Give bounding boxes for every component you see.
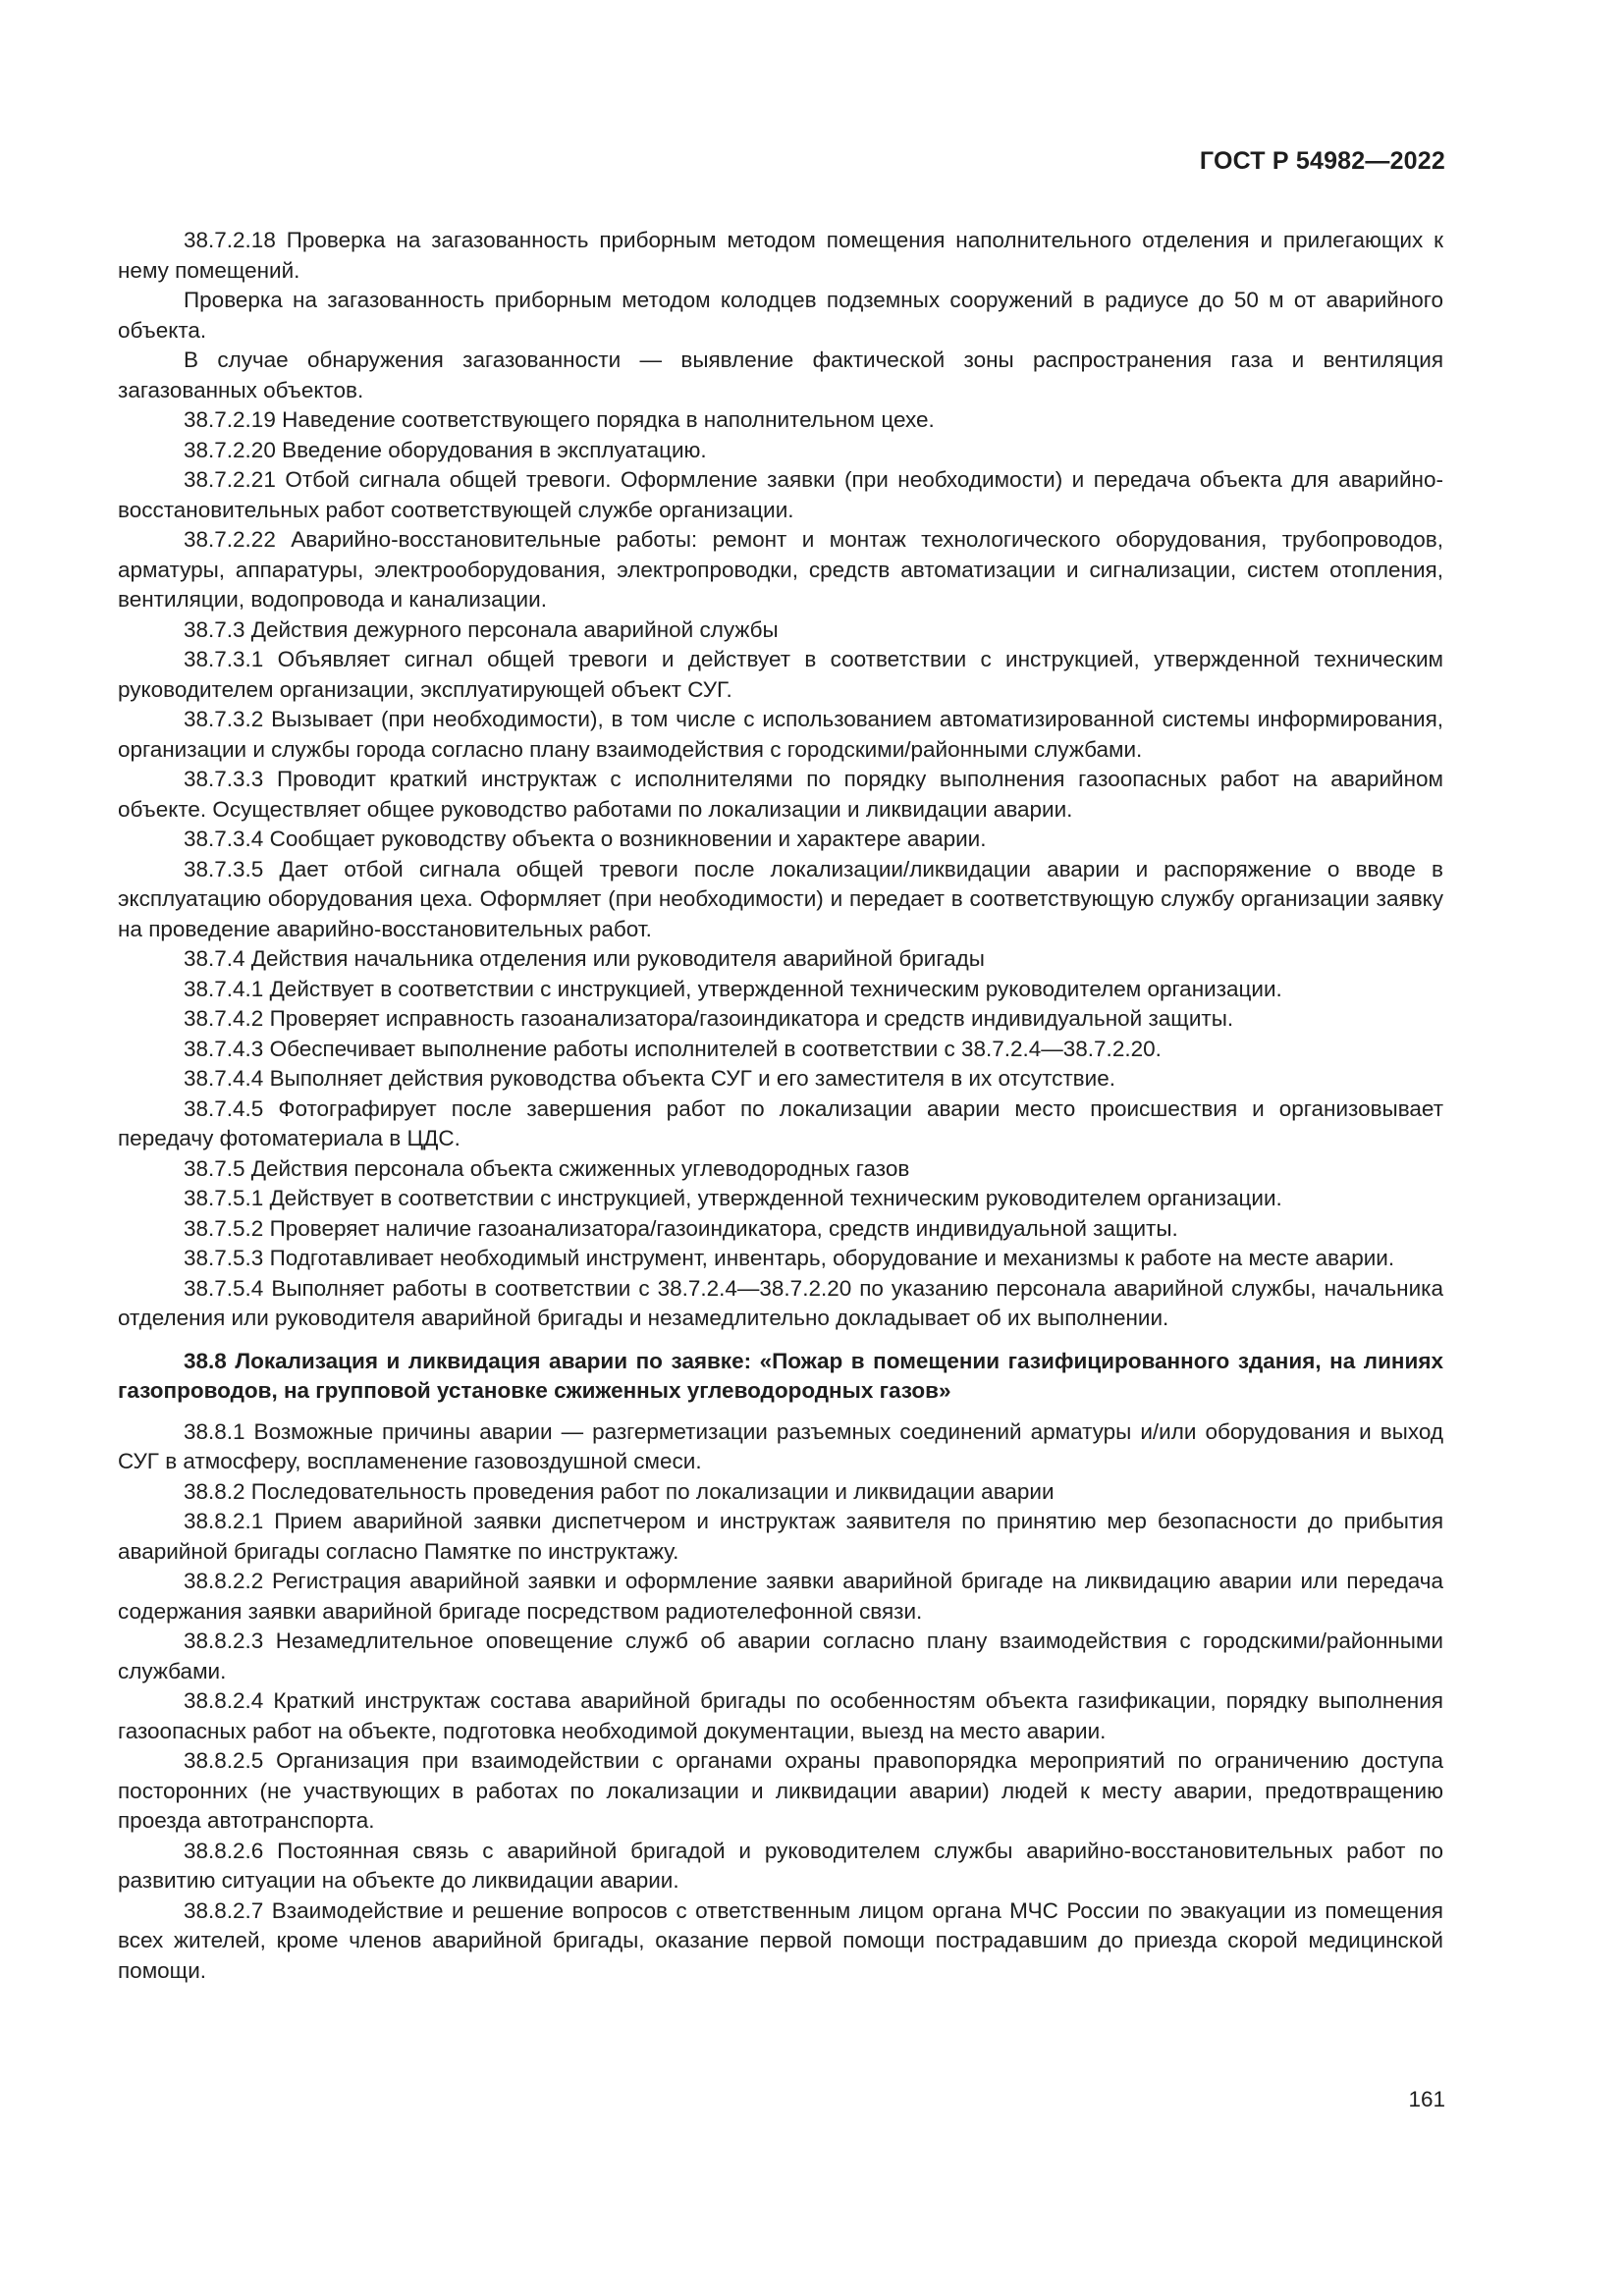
- paragraph: 38.7.4.5 Фотографирует после завершения работ по локализации аварии место происшествия и организовывает передачу фотоматериала в ЦДС.: [118, 1095, 1443, 1150]
- paragraph: В случае обнаружения загазованности — выявление фактической зоны распространения газа и вентиляция загазованных объектов.: [118, 347, 1443, 402]
- paragraph: 38.8.2.1 Прием аварийной заявки диспетчером и инструктаж заявителя по принятию мер безопасности до прибытия аварийной бригады согласно Памятке по инструктажу.: [118, 1509, 1443, 1564]
- paragraph: 38.7.4.3 Обеспечивает выполнение работы исполнителей в соответствии с 38.7.2.4—38.7.2.20.: [184, 1036, 1162, 1061]
- paragraph: 38.7.2.21 Отбой сигнала общей тревоги. Оформление заявки (при необходимости) и передача объекта для аварийно-восстановительных работ соответствующей службе организации.: [118, 467, 1443, 522]
- paragraph: 38.7.3.2 Вызывает (при необходимости), в том числе с использованием автоматизированной системы информирования, организации и службы города согласно плану взаимодействия с городскими/районными службами.: [118, 707, 1443, 762]
- paragraph: 38.7.2.22 Аварийно-восстановительные работы: ремонт и монтаж технологического оборудования, трубопроводов, арматуры, аппаратуры, электрооборудования, электропроводки, средств автоматизации и сигнализации, систем отопления, вентиляции, водопровода и канализации.: [118, 527, 1443, 612]
- paragraph: 38.8.2.3 Незамедлительное оповещение служб об аварии согласно плану взаимодействия с городскими/районными службами.: [118, 1629, 1443, 1683]
- paragraph: 38.8.2.2 Регистрация аварийной заявки и оформление заявки аварийной бригаде на ликвидацию аварии или передача содержания заявки аварийной бригаде посредством радиотелефонной связи.: [118, 1569, 1443, 1624]
- paragraph: 38.8.2.6 Постоянная связь с аварийной бригадой и руководителем службы аварийно-восстановительных работ по развитию ситуации на объекте до ликвидации аварии.: [118, 1838, 1443, 1893]
- paragraph: 38.7.3.4 Сообщает руководству объекта о возникновении и характере аварии.: [184, 827, 987, 851]
- paragraph: 38.7.4.4 Выполняет действия руководства объекта СУГ и его заместителя в их отсутствие.: [184, 1066, 1115, 1091]
- paragraph: 38.7.3.5 Дает отбой сигнала общей тревоги после локализации/ликвидации аварии и распоряжение о вводе в эксплуатацию оборудования цеха. Оформляет (при необходимости) и передает в соответствующую службу организации заявку на проведение аварийно-восстановительных работ.: [118, 856, 1443, 941]
- paragraph: 38.8.2.5 Организация при взаимодействии с органами охраны правопорядка мероприятий по ограничению доступа посторонних (не участвующих в работах по локализации и ликвидации аварии) людей к месту аварии, предотвращению проезда автотранспорта.: [118, 1748, 1443, 1833]
- paragraph: 38.7.4.1 Действует в соответствии с инструкцией, утвержденной техническим руководителем организации.: [184, 976, 1282, 1001]
- paragraph: 38.7.4 Действия начальника отделения или руководителя аварийной бригады: [184, 946, 985, 971]
- paragraph: 38.7.3.1 Объявляет сигнал общей тревоги и действует в соответствии с инструкцией, утвержденной техническим руководителем организации, эксплуатирующей объект СУГ.: [118, 647, 1443, 702]
- paragraph: 38.7.5.3 Подготавливает необходимый инструмент, инвентарь, оборудование и механизмы к работе на месте аварии.: [184, 1246, 1395, 1270]
- paragraph: Проверка на загазованность приборным методом колодцев подземных сооружений в радиусе до 50 м от аварийного объекта.: [118, 288, 1443, 343]
- paragraph: 38.7.4.2 Проверяет исправность газоанализатора/газоиндикатора и средств индивидуальной защиты.: [184, 1006, 1234, 1031]
- paragraph: 38.8.2.4 Краткий инструктаж состава аварийной бригады по особенностям объекта газификации, порядку выполнения газоопасных работ на объекте, подготовка необходимой документации, выезд на место аварии.: [118, 1688, 1443, 1743]
- paragraph: 38.7.3.3 Проводит краткий инструктаж с исполнителями по порядку выполнения газоопасных работ на аварийном объекте. Осуществляет общее руководство работами по локализации и ликвидации аварии.: [118, 767, 1443, 822]
- page-number: 161: [1408, 2087, 1445, 2111]
- paragraph: 38.7.5.4 Выполняет работы в соответствии с 38.7.2.4—38.7.2.20 по указанию персонала аварийной службы, начальника отделения или руководителя аварийной бригады и незамедлительно докладывает об их выполнении.: [118, 1275, 1443, 1330]
- paragraph: 38.7.2.20 Введение оборудования в эксплуатацию.: [184, 437, 707, 462]
- paragraph: 38.8.1 Возможные причины аварии — разгерметизации разъемных соединений арматуры и/или оборудования и выход СУГ в атмосферу, воспламенение газовоздушной смеси.: [118, 1418, 1443, 1473]
- paragraph: 38.7.5 Действия персонала объекта сжиженных углеводородных газов: [184, 1155, 910, 1181]
- document-code-header: ГОСТ Р 54982—2022: [1199, 147, 1445, 175]
- section-heading: 38.8 Локализация и ликвидация аварии по заявке: «Пожар в помещении газифицированного здания, на линиях газопроводов, на групповой установке сжиженных углеводородных газов»: [118, 1348, 1443, 1403]
- paragraph: 38.7.5.1 Действует в соответствии с инструкцией, утвержденной техническим руководителем организации.: [184, 1186, 1282, 1210]
- paragraph: 38.7.2.19 Наведение соответствующего порядка в наполнительном цехе.: [184, 407, 935, 432]
- paragraph: 38.8.2 Последовательность проведения работ по локализации и ликвидации аварии: [184, 1478, 1055, 1504]
- paragraph: 38.7.3 Действия дежурного персонала аварийной службы: [184, 616, 779, 642]
- paragraph: 38.8.2.7 Взаимодействие и решение вопросов с ответственным лицом органа МЧС России по эвакуации из помещения всех жителей, кроме членов аварийной бригады, оказание первой помощи пострадавшим до приезда скорой медицинской помощи.: [118, 1897, 1443, 1983]
- paragraph: 38.7.5.2 Проверяет наличие газоанализатора/газоиндикатора, средств индивидуальной защиты.: [184, 1215, 1178, 1241]
- paragraph: 38.7.2.18 Проверка на загазованность приборным методом помещения наполнительного отделения и прилегающих к нему помещений.: [118, 228, 1443, 283]
- document-body: [118, 226, 1443, 1986]
